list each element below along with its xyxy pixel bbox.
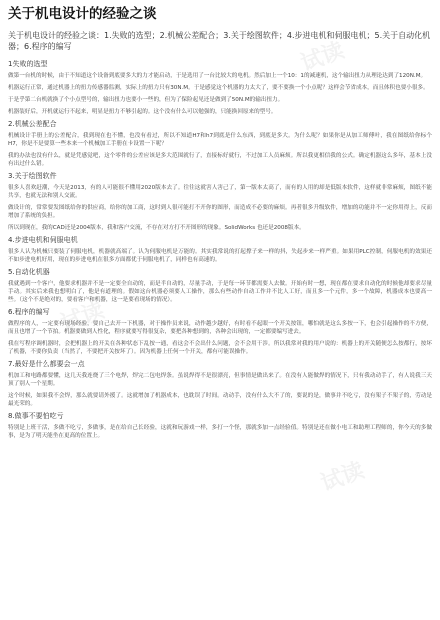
- section-paragraph: 很多人认为机械只要装了伺服电机，机器就高端了。认为伺服电机是万能的。其实我常说的打起撑子来一样的抖，失起步来一样严重。如果用PLC控制，伺服电机的效果还不如步进电机好用，现在的步进电机在很多方面都优于伺服电机了，同样也有高速的。: [8, 249, 432, 263]
- section: [8, 172, 432, 232]
- section-paragraph: 特别是上班干活，多做不吃亏，多做事，是在给自己长经验，这就和玩游戏一样，多打一个怪，那就多加一点经验值。特别是还在做小电工和助理工程师的，你今天的多做事，是为了明天能坐在更高的位置上。: [8, 425, 432, 439]
- intro-paragraph: 关于机电设计的经验之谈：1.失败的选型；2.机械公差配合；3.关于绘图软件；4.步进电机和伺服电机；5.关于自动化机器；6.程序的编写: [8, 31, 431, 51]
- section-paragraph: 机器运行正常，通过机器上的扭力传感器监测，实际上的扭力只有30N.M。于是感觉这个机器的力太大了，要不要换一个小点呢？这样会节省成本，而且体积也要小很多。: [8, 85, 429, 91]
- section-paragraph: 机加工和电路都要懂，这几天我连烧了三个电焊，焊完二包电焊条。虽说焊得不是很漂亮，但事情是做出来了。在没有人能做焊的情况下，只有我动动手了，有人说我三天顶了别人一个星期。: [8, 373, 432, 387]
- section: [8, 60, 432, 116]
- section-paragraph: 于是乎第二台机就换了个小点型号的，输出扭力也要小一些的，但为了保险起见还是做到了50N.M的输出扭力。: [8, 97, 284, 103]
- section-paragraph: 做第一台机的时候，由于不知道这个设备到底要多大的力才能启动，于是选用了一台比较大的电机。然后加上一个10：1的减速机，这个输出扭力从理论达到了120N.M。: [8, 73, 427, 79]
- section: [8, 236, 432, 264]
- section-paragraph: 很多人喜欢赶潮，今天是2013，有的人可能很不懂用2020版本去了。往往这就害人害己了，第一版本太高了，而有的人用的却是低版本软件，这样就非常麻烦，图纸不能共享，也就无法和别人交流。: [8, 185, 432, 199]
- section: [8, 360, 432, 408]
- section-heading: 5.自动化机器: [8, 268, 50, 276]
- section-heading: 1失败的选型: [8, 60, 48, 68]
- section-heading: 2.机械公差配合: [8, 120, 57, 128]
- section: [8, 412, 432, 440]
- section-paragraph: 做程序的人，一定要有现场经验，要自己去开一下机器，对于操作员来说，动作越少越好，有时看不起眼一个开关按钮，哪怕就是这么多按一下，也会引起操作的不方便，而且也增了一个节拍。机器要做到人性化，程序就要写得很复杂，要把各种想到的，各种会出现的，一定都要编写进去。: [8, 321, 432, 335]
- watermark: 试读: [297, 38, 348, 77]
- watermark: 试读: [57, 298, 108, 337]
- section-heading: 4.步进电机和伺服电机: [8, 236, 78, 244]
- watermark: 试读: [317, 458, 368, 497]
- section-paragraph: 做设计的，常常要发图纸给你的供应商，给你的加工商，这时到人很可能打不开你的图形，而造成不必要的麻烦。再者很多升级软件，增加的功能并不一定你用得上，反而增加了系统的负担。: [8, 205, 432, 219]
- section-paragraph: 这个时候，如果我不会焊，那么就要请外援了。这就增加了机器成本，也耽误了时间。动动手，没有什么大不了的，要说的是，做事并不吃亏，没有架子不架子的，劳动是最光荣的。: [8, 393, 432, 407]
- section-paragraph: 我的办法也没有什么，就是凭感觉吧，这个零件的公差应该是多大范围就行了，直接标好就行，不过加工人员麻烦。所以我更相信我的公式。确定机器这么多年，基本上没有出过什么错。: [8, 153, 432, 167]
- section: [8, 268, 432, 304]
- section-heading: 7.最好是什么都要会一点: [8, 360, 85, 368]
- section-heading: 3.关于绘图软件: [8, 172, 57, 180]
- section: [8, 308, 432, 356]
- section: [8, 120, 432, 168]
- document-title: 关于机电设计的经验之谈: [8, 6, 157, 22]
- section-paragraph: 我就遇到一个客户，他要求机器并不是一定要全自动的，而是半自动的，尽量手动，于是每一环节都需要人去做。开始有时一想，现在都在要求自动化的时候他却要求尽量手动。其实后来我也想明白了，他是有道理的。假如这台机器必须要人工操作，那么有些动作自动工作并不比人工好，而且多一个元件，多一个故障，机器成本也要高一些。（这个不是绝对的，要看客户和机器，这一是要看现场的情况）。: [8, 281, 432, 303]
- section-paragraph: 机械设计手册上的公差配合，我到现在也不懂，也没有看过，所以不知道H7和h7到底是什么东西，到底是多大。为什么呢？如果你是从加工师傅叶，我在图纸给你标个H7，你是不是要算一些本来一个机械加工手册在卡设置一下呢？: [8, 133, 432, 147]
- sections-container: [8, 60, 432, 440]
- section-paragraph: 机器装好后，开机就运行不起来，明显是扭力不够引起的。这个没有什么可以勉强的，只能换回原来的型号。: [8, 109, 277, 115]
- section-heading: 6.程序的编写: [8, 308, 50, 316]
- section-paragraph: 所以到现在，我的CAD还是2004版本，我和客户交流，不存在对方打不开图形的现象。SolidWorks 也还是2008版本。: [8, 225, 305, 231]
- section-heading: 8.做事不要怕吃亏: [8, 412, 64, 420]
- section-paragraph: 我在写程序调机器时，会把机器上的开关在各种状态下乱按一通，看这会不会出什么问题，会不会用干涉。所以我常对我的用户说的：机器上的开关随便怎么按都行，按坏了机器，不要你负责（当然了，不要把开关按坏了）。因为机器上任何一个开关，都有可能误操作。: [8, 341, 432, 355]
